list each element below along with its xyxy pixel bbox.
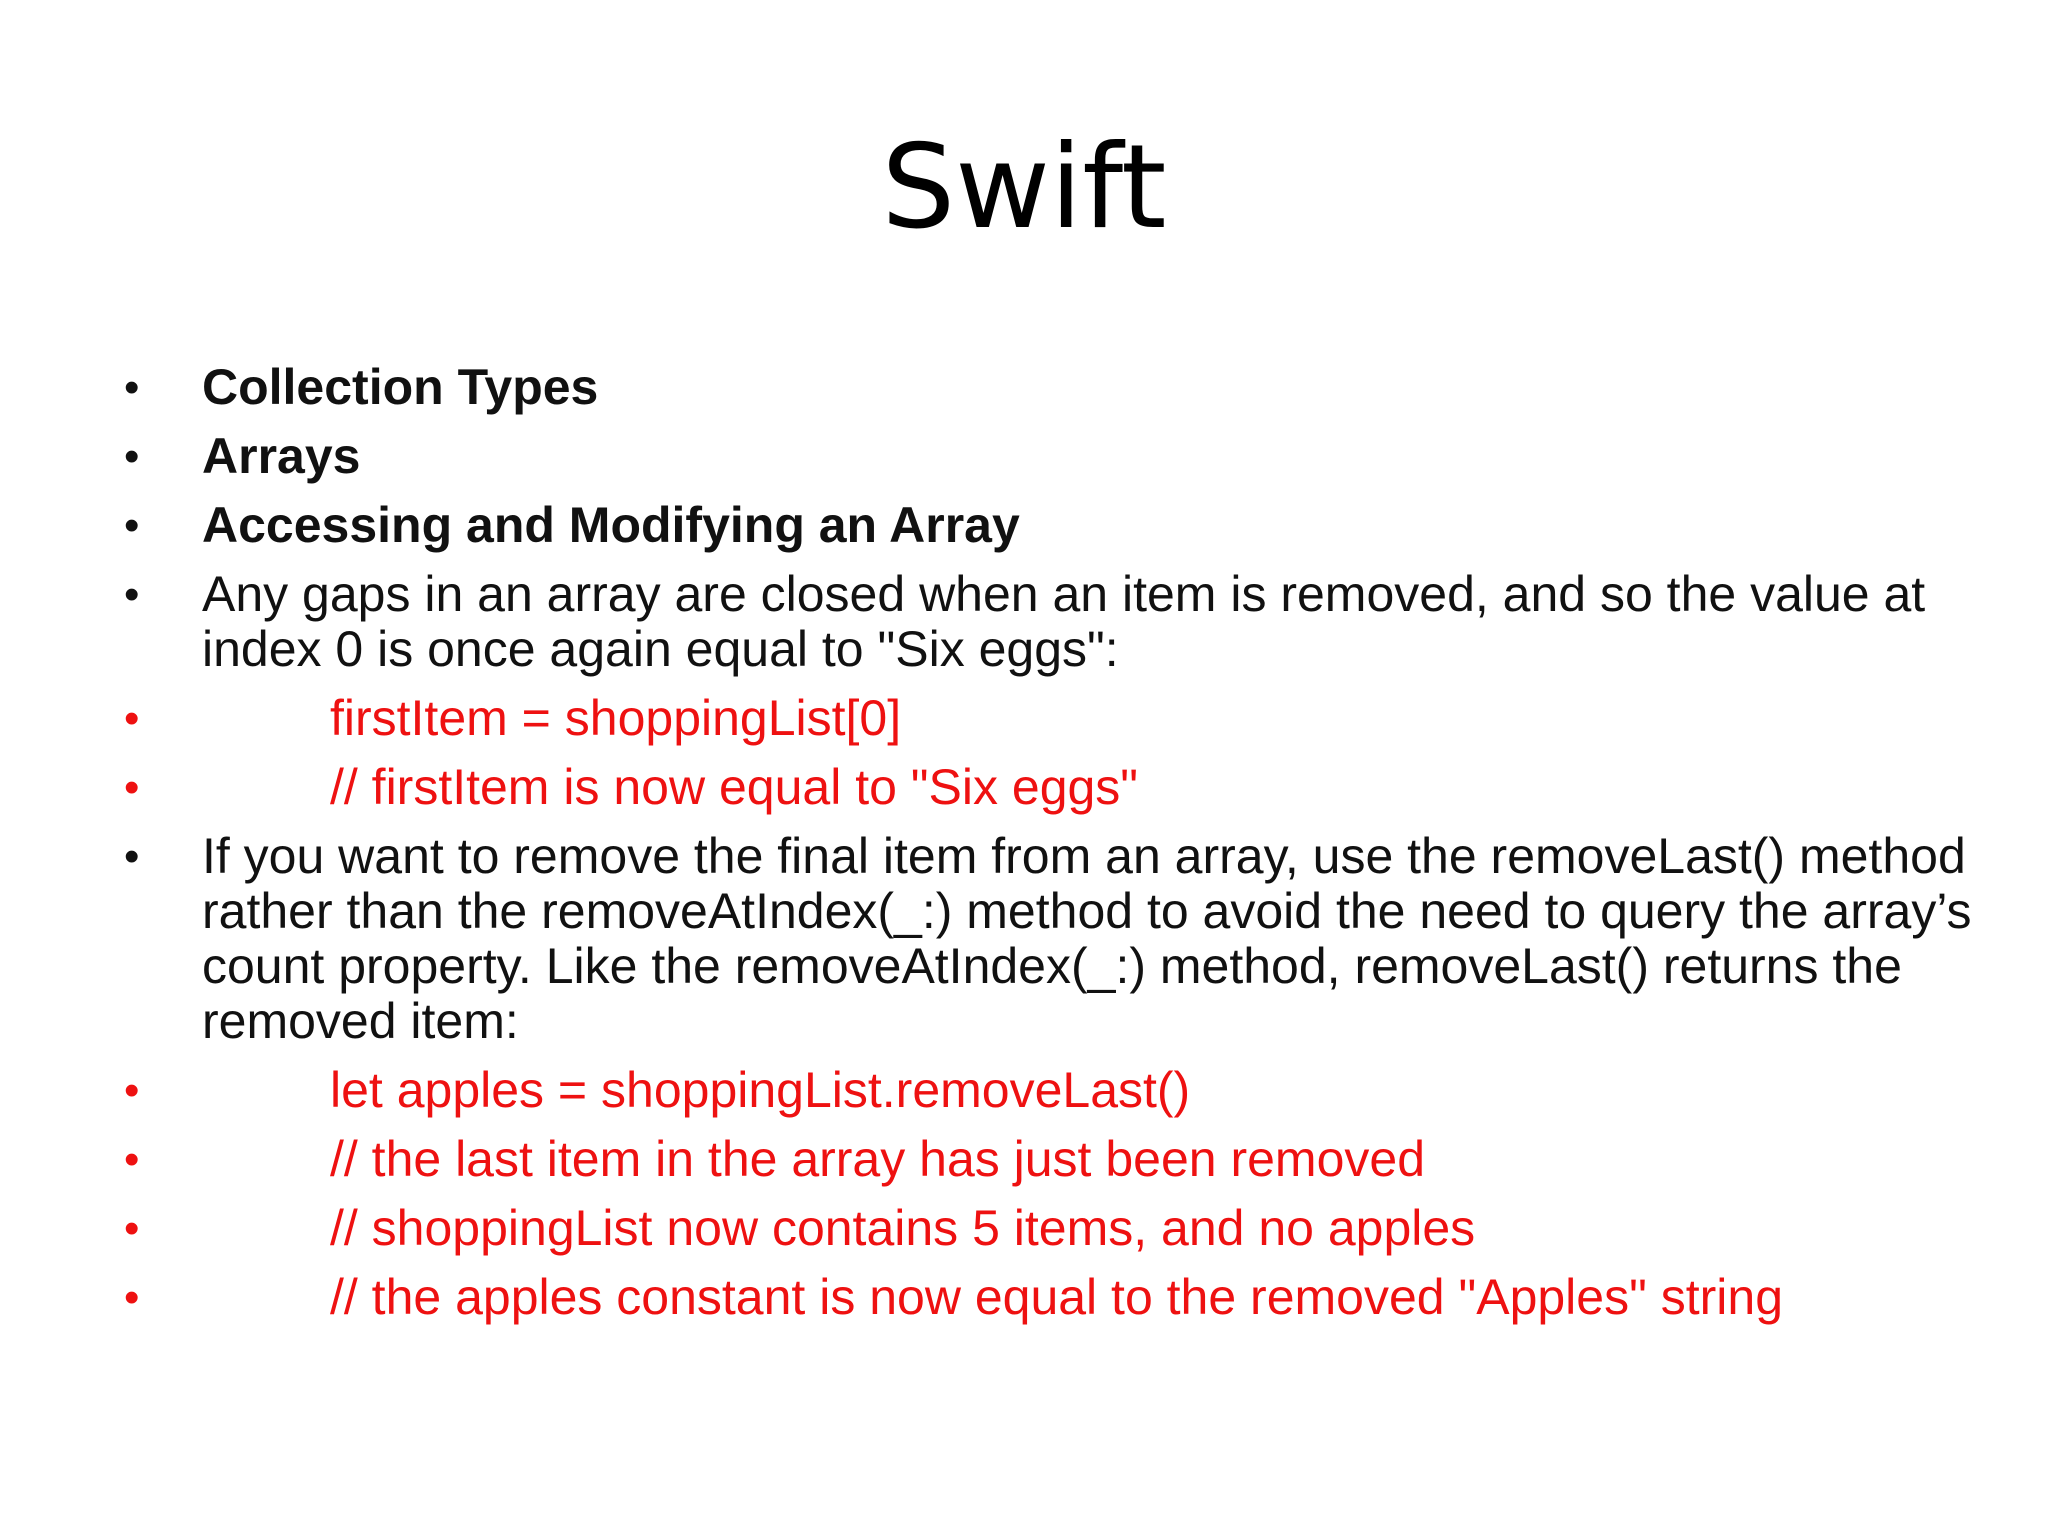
bullet-item: [0, 498, 2048, 553]
bullet-marker: •: [124, 363, 140, 412]
code-bullet-item: [0, 1063, 2048, 1118]
code-bullet-item: [0, 691, 2048, 746]
code-text: let apples = shoppingList.removeLast(): [330, 1062, 1191, 1118]
bullet-marker: •: [124, 763, 140, 812]
code-text: // the apples constant is now equal to the removed "Apples" string: [330, 1269, 1784, 1325]
code-bullet-item: [0, 760, 2048, 815]
bullet-marker: •: [124, 832, 140, 881]
code-text: // firstItem is now equal to "Six eggs": [330, 759, 1139, 815]
code-text: // the last item in the array has just been removed: [330, 1131, 1425, 1187]
bullet-item: [0, 360, 2048, 415]
code-bullet-item: [0, 1201, 2048, 1256]
bullet-text: If you want to remove the final item from an array, use the removeLast() method rather than the removeAtIndex(_:) method to avoid the need to query the array’s count property. Like the removeAtIndex(_:) method, removeLast() returns the removed item:: [202, 828, 1972, 1049]
slide-title: Swift: [881, 120, 1167, 255]
bullet-list: [0, 360, 2048, 1339]
code-text: // shoppingList now contains 5 items, and no apples: [330, 1200, 1476, 1256]
bullet-item: [0, 567, 2048, 677]
bullet-text: Arrays: [202, 428, 361, 484]
bullet-marker: •: [124, 570, 140, 619]
bullet-marker: •: [124, 694, 140, 743]
bullet-marker: •: [124, 432, 140, 481]
bullet-marker: •: [124, 501, 140, 550]
bullet-marker: •: [124, 1135, 140, 1184]
bullet-marker: •: [124, 1204, 140, 1253]
code-bullet-item: [0, 1132, 2048, 1187]
bullet-text: Accessing and Modifying an Array: [202, 497, 1020, 553]
bullet-item: [0, 429, 2048, 484]
bullet-text: Collection Types: [202, 359, 599, 415]
bullet-marker: •: [124, 1273, 140, 1322]
code-text: firstItem = shoppingList[0]: [330, 690, 902, 746]
code-bullet-item: [0, 1270, 2048, 1325]
bullet-text: Any gaps in an array are closed when an item is removed, and so the value at index 0 is once again equal to "Six eggs":: [202, 566, 1926, 677]
bullet-item: [0, 829, 2048, 1049]
bullet-marker: •: [124, 1066, 140, 1115]
